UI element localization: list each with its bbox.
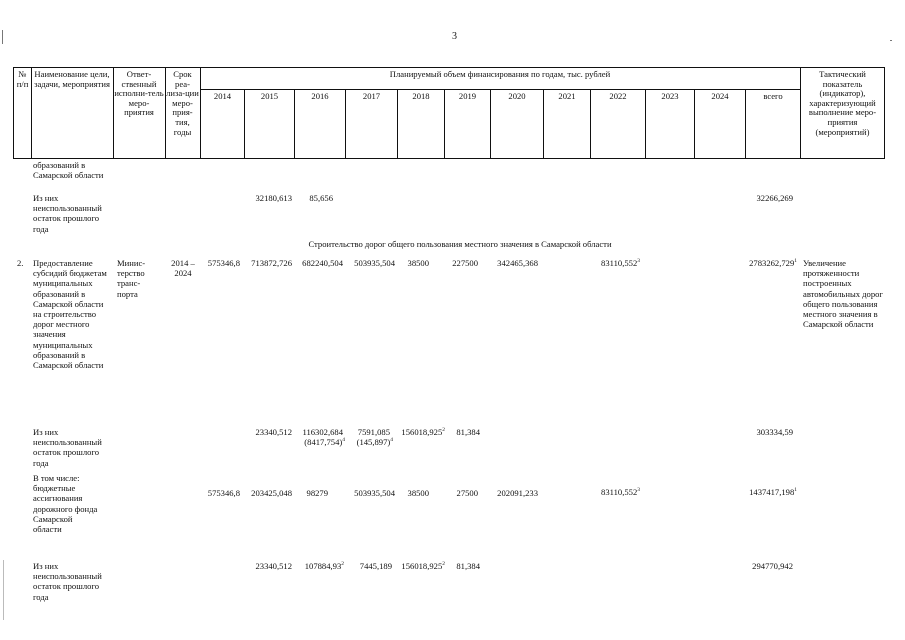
header-indicator: Тактический показатель (индикатор), характеризующий выполнение меро-приятия (мероприятий) bbox=[808, 69, 877, 137]
scan-speck bbox=[890, 40, 892, 41]
continuation-2016: 85,656 bbox=[309, 193, 333, 203]
fund-2022 bbox=[585, 487, 640, 497]
year-2021: 2021 bbox=[558, 91, 576, 101]
fund-2017: 503935,504 bbox=[354, 488, 395, 498]
unused-2018-value: 156018,925 bbox=[401, 427, 443, 437]
row2-total-footnote: 1 bbox=[794, 258, 797, 264]
year-2022: 2022 bbox=[609, 91, 627, 101]
fund-unused-2018-value: 156018,925 bbox=[401, 561, 443, 571]
header-name: Наименование цели, задачи, мероприятия bbox=[34, 69, 110, 89]
rule-years bbox=[200, 89, 800, 90]
fund-2022-footnote: 3 bbox=[637, 487, 640, 493]
unused-label: Из них неиспользованный остаток прошлого года bbox=[33, 427, 102, 468]
fund-unused-total: 294770,942 bbox=[752, 561, 793, 571]
unused-2017: 7591,085 bbox=[357, 427, 390, 437]
fund-total-footnote: 1 bbox=[794, 487, 797, 493]
year-2019: 2019 bbox=[458, 91, 477, 101]
rule-header-bottom bbox=[13, 158, 884, 159]
rule-top bbox=[13, 67, 884, 68]
scan-speck bbox=[3, 560, 4, 620]
unused-2017-sub bbox=[343, 437, 393, 447]
row2-total-value: 2783262,729 bbox=[749, 258, 795, 268]
rule-c-total bbox=[800, 67, 801, 159]
fund-unused-2016 bbox=[290, 561, 344, 571]
row2-2022 bbox=[585, 258, 640, 268]
row-number: 2. bbox=[17, 258, 24, 268]
fund-unused-2018-footnote: 2 bbox=[442, 561, 445, 567]
unused-2016: 116302,684 bbox=[302, 427, 343, 437]
fund-unused-2019: 81,384 bbox=[456, 561, 480, 571]
fund-2020: 202091,233 bbox=[497, 488, 538, 498]
header-responsible: Ответ-ственный исполни-тель меро-приятия bbox=[114, 69, 164, 118]
unused-2017-sub-footnote: 4 bbox=[390, 437, 393, 443]
row2-2014: 575346,8 bbox=[207, 258, 240, 268]
fund-unused-2015: 23340,512 bbox=[255, 561, 292, 571]
fund-2014: 575346,8 bbox=[207, 488, 240, 498]
row2-2015: 713872,726 bbox=[251, 258, 292, 268]
fund-2018: 38500 bbox=[407, 488, 429, 498]
row-name: Предоставление субсидий бюджетам муниципальных образований в Самарской области на строительство дорог местного значения муниципальных образований в Самарской области bbox=[33, 258, 107, 371]
continuation-unused-label: Из них неиспользованный остаток прошлого года bbox=[33, 193, 102, 234]
header-num: № п/п bbox=[16, 69, 29, 89]
fund-2016: 98279 bbox=[306, 488, 328, 498]
row-period: 2014 – 2024 bbox=[171, 258, 195, 279]
year-2020: 2020 bbox=[508, 91, 526, 101]
row2-2022-footnote: 3 bbox=[637, 258, 640, 264]
year-2016: 2016 bbox=[311, 91, 329, 101]
fund-total bbox=[735, 487, 797, 497]
row2-2022-value: 83110,552 bbox=[601, 258, 638, 268]
year-2015: 2015 bbox=[260, 91, 279, 101]
fund-2015: 203425,048 bbox=[251, 488, 292, 498]
row2-2016: 682240,504 bbox=[302, 258, 343, 268]
year-2018: 2018 bbox=[412, 91, 430, 101]
row2-2019: 227500 bbox=[452, 258, 478, 268]
continuation-total: 32266,269 bbox=[756, 193, 793, 203]
fund-unused-label: Из них неиспользованный остаток прошлого года bbox=[33, 561, 102, 602]
rule-c4 bbox=[200, 67, 201, 159]
year-2023: 2023 bbox=[661, 91, 679, 101]
fund-unused-2017: 7445,189 bbox=[359, 561, 392, 571]
unused-2019: 81,384 bbox=[456, 427, 480, 437]
year-2024: 2024 bbox=[711, 91, 729, 101]
unused-2016-sub bbox=[290, 437, 345, 447]
continuation-2015: 32180,613 bbox=[255, 193, 292, 203]
row-indicator: Увеличение протяженности построенных автомобильных дорог общего пользования местного значения в Самарской области bbox=[803, 258, 883, 330]
fund-unused-2016-value: 107884,93 bbox=[304, 561, 342, 571]
fund-label: В том числе: бюджетные ассигнования дорожного фонда Самарской области bbox=[33, 473, 98, 535]
fund-2019: 27500 bbox=[456, 488, 478, 498]
unused-2018 bbox=[393, 427, 445, 437]
fund-total-value: 1437417,198 bbox=[749, 487, 795, 497]
year-total: всего bbox=[763, 91, 783, 101]
page-number: 3 bbox=[452, 31, 457, 42]
row2-2020: 342465,368 bbox=[497, 258, 538, 268]
header-financing: Планируемый объем финансирования по годам, тыс. рублей bbox=[389, 69, 611, 79]
year-2017: 2017 bbox=[362, 91, 381, 101]
continuation-name: образований в Самарской области bbox=[33, 160, 104, 181]
header-period: Срок реа-лиза-ции меро-прия-тия, годы bbox=[166, 69, 199, 137]
unused-total: 303334,59 bbox=[756, 427, 793, 437]
year-2014: 2014 bbox=[213, 91, 232, 101]
unused-2016-sub-footnote: 4 bbox=[342, 437, 345, 443]
unused-2016-sub-value: (8417,754) bbox=[304, 437, 343, 447]
row-responsible: Минис-терство транс-порта bbox=[117, 258, 146, 299]
unused-2018-footnote: 2 bbox=[442, 427, 445, 433]
row2-2017: 503935,504 bbox=[354, 258, 395, 268]
section-title: Строительство дорог общего пользования местного значения в Самарской области bbox=[308, 239, 612, 249]
row2-total bbox=[735, 258, 797, 268]
fund-unused-2018 bbox=[393, 561, 445, 571]
unused-2015: 23340,512 bbox=[255, 427, 292, 437]
fund-2022-value: 83110,552 bbox=[601, 487, 638, 497]
rule-right bbox=[884, 67, 885, 159]
scan-speck bbox=[2, 30, 3, 44]
unused-2017-sub-value: (145,897) bbox=[356, 437, 391, 447]
row2-2018: 38500 bbox=[407, 258, 429, 268]
fund-unused-2016-footnote: 2 bbox=[341, 561, 344, 567]
rule-c1 bbox=[31, 67, 32, 159]
